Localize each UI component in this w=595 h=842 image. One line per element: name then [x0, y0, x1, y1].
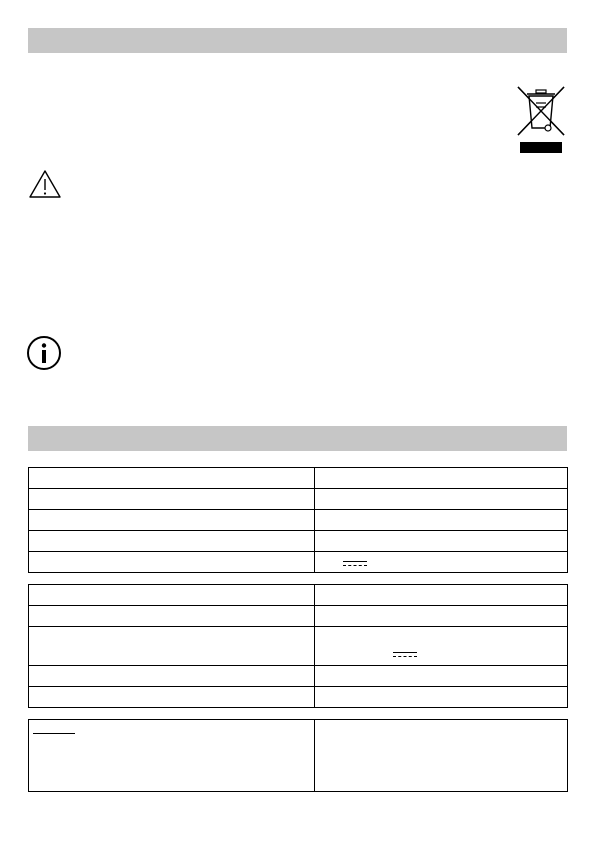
section-heading-band-1: [28, 28, 567, 53]
table-cell: [29, 687, 315, 708]
table-row: [29, 531, 568, 552]
table-cell: [315, 552, 568, 573]
table-cell: [315, 468, 568, 489]
table-cell: [29, 627, 315, 666]
table-cell: [29, 489, 315, 510]
table-cell: [29, 585, 315, 606]
table-cell: [315, 489, 568, 510]
info-icon: [26, 335, 62, 371]
table-cell: [315, 720, 568, 792]
table-cell: [315, 606, 568, 627]
table-cell: [29, 606, 315, 627]
table-row: [29, 606, 568, 627]
table-cell: [315, 531, 568, 552]
table-row: [29, 720, 568, 792]
table-row: [29, 585, 568, 606]
table-row: [29, 552, 568, 573]
specs-table-1: [28, 467, 568, 573]
table-cell: [29, 666, 315, 687]
dc-symbol-icon: [393, 651, 417, 659]
table-row: [29, 510, 568, 531]
specs-table-3: [28, 719, 568, 792]
weee-bin-icon: [516, 85, 566, 155]
specs-table-2: [28, 584, 568, 708]
table-cell: [315, 627, 568, 666]
table-row: [29, 687, 568, 708]
table-row: [29, 627, 568, 666]
underline-rule: [33, 733, 75, 734]
dc-symbol-icon: [343, 560, 367, 568]
table-cell: [315, 510, 568, 531]
warning-icon: [28, 169, 62, 199]
table-row: [29, 666, 568, 687]
table-cell: [29, 531, 315, 552]
table-row: [29, 489, 568, 510]
table-cell: [29, 720, 315, 792]
table-cell: [315, 666, 568, 687]
table-cell: [29, 468, 315, 489]
table-cell: [29, 510, 315, 531]
table-cell: [315, 585, 568, 606]
table-row: [29, 468, 568, 489]
table-cell: [29, 552, 315, 573]
section-heading-band-2: [28, 426, 567, 451]
table-cell: [315, 687, 568, 708]
